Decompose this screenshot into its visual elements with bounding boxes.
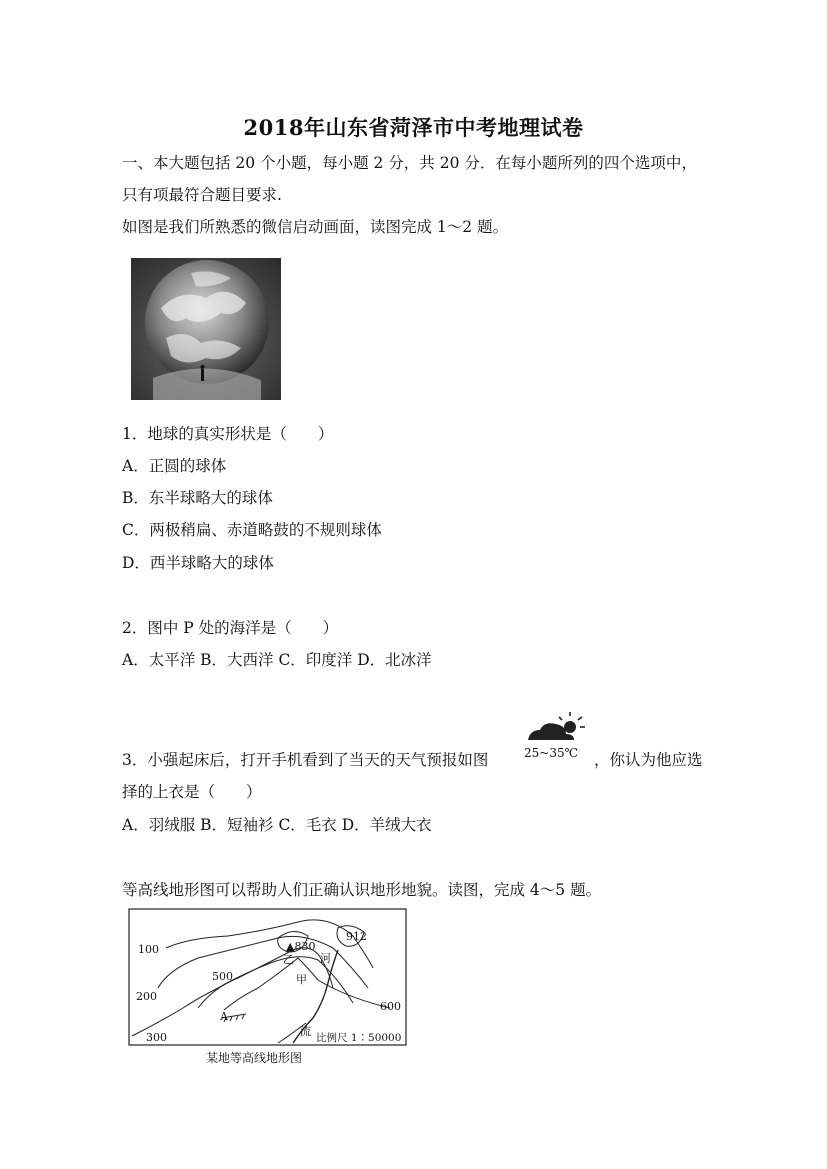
weather-icon <box>522 712 588 762</box>
q2-stem: 2．图中 P 处的海洋是（ ） <box>122 619 339 637</box>
q1-option-c: C．两极稍扁、赤道略鼓的不规则球体 <box>122 521 382 539</box>
q1-option-d: D．西半球略大的球体 <box>122 554 274 572</box>
page-title: 2018年山东省菏泽市中考地理试卷 <box>243 115 584 140</box>
svg-text:河: 河 <box>320 952 331 965</box>
svg-text:乙: 乙 <box>283 953 294 966</box>
svg-text:某地等高线地形图: 某地等高线地形图 <box>206 1051 303 1065</box>
svg-text:比例尺 1∶50000: 比例尺 1∶50000 <box>316 1032 402 1044</box>
contour-map <box>128 908 408 1070</box>
svg-text:甲: 甲 <box>296 973 307 986</box>
q1-option-b: B．东半球略大的球体 <box>122 489 273 507</box>
earth-image <box>131 258 281 400</box>
weather-temp: 25~35℃ <box>524 746 579 760</box>
q3-stem-part1: 3．小强起床后，打开手机看到了当天的天气预报如图 <box>122 751 489 769</box>
svg-text:200: 200 <box>136 990 157 1003</box>
svg-text:300: 300 <box>146 1031 167 1044</box>
q1-stem: 1．地球的真实形状是（ ） <box>122 425 334 443</box>
q3-stem-part3: 择的上衣是（ ） <box>122 783 262 801</box>
q1-option-a: A．正圆的球体 <box>122 457 227 475</box>
svg-text:A: A <box>220 1010 228 1023</box>
svg-text:500: 500 <box>212 970 233 983</box>
svg-text:▲830: ▲830 <box>286 940 316 953</box>
section-heading-line2: 只有项最符合题目要求. <box>122 186 282 204</box>
svg-text:912: 912 <box>346 930 367 943</box>
q2-options: A．太平洋 B．大西洋 C．印度洋 D．北冰洋 <box>122 651 432 669</box>
section-heading-line1: 一、本大题包括 20 个小题，每小题 2 分，共 20 分．在每小题所列的四个选项中， <box>122 154 697 172</box>
svg-text:100: 100 <box>138 943 159 956</box>
svg-text:流: 流 <box>300 1025 311 1038</box>
svg-text:600: 600 <box>380 1000 401 1013</box>
intro-text-2: 等高线地形图可以帮助人们正确认识地形地貌。读图，完成 4～5 题。 <box>122 881 602 899</box>
q3-stem-part2: ，你认为他应选 <box>594 751 703 769</box>
intro-text-1: 如图是我们所熟悉的微信启动画面，读图完成 1～2 题。 <box>122 218 509 236</box>
q3-options: A．羽绒服 B．短袖衫 C．毛衣 D．羊绒大衣 <box>122 816 432 834</box>
